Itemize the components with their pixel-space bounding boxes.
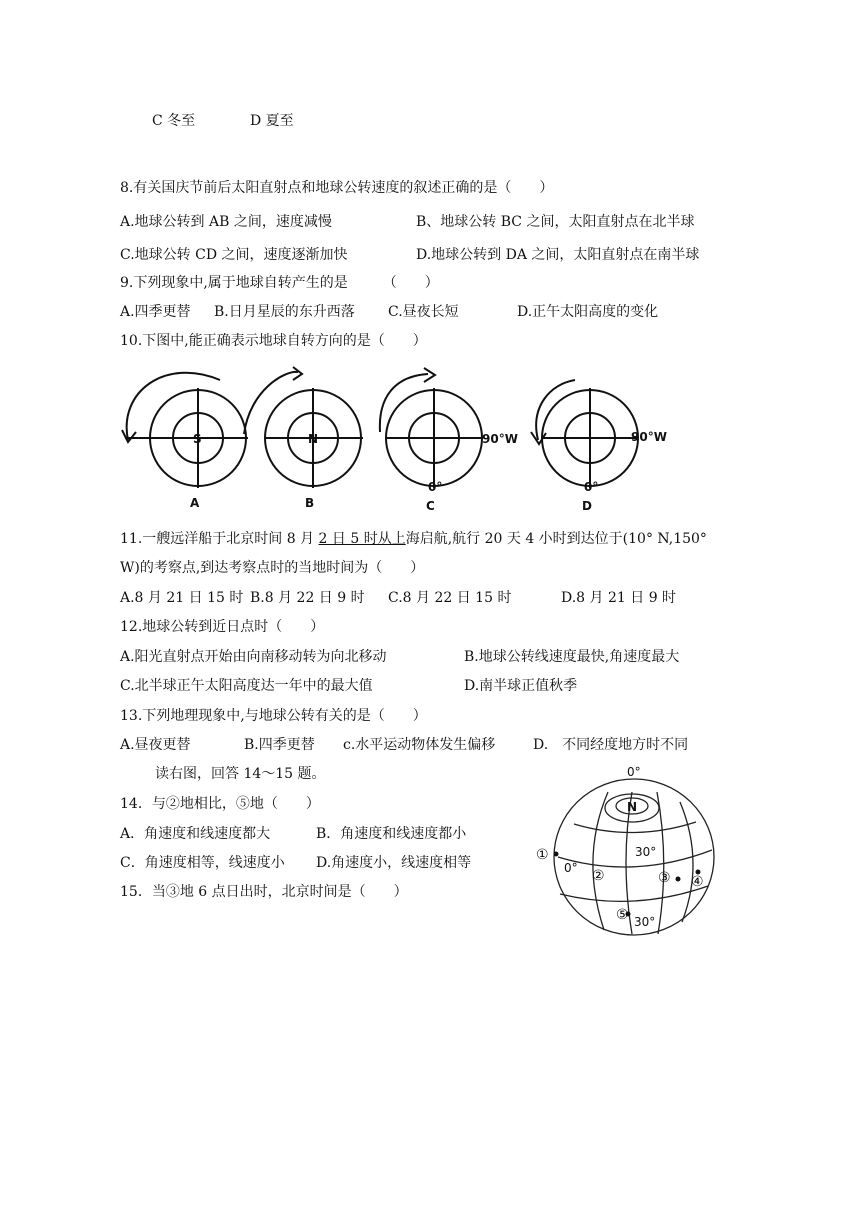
q12-option-b: B.地球公转线速度最快,角速度最大 [464,649,680,665]
diagram-d-zero-label: 0° [584,480,599,494]
q13-stem: 13.下列地理现象中,与地球公转有关的是（ ） [120,708,427,724]
q9-option-d: D.正午太阳高度的变化 [517,304,659,320]
q8-option-d: D.地球公转到 DA 之间，太阳直射点在南半球 [416,247,700,263]
q11-stem-underlined: 2 日 5 时从上 [318,531,406,547]
rotation-direction-diagram [110,362,680,517]
q11-option-a: A.8 月 21 日 15 时 [120,590,244,606]
q9-option-b: B.日月星辰的东升西落 [214,304,355,320]
q8-option-b: B、地球公转 BC 之间，太阳直射点在北半球 [416,214,695,230]
diagram-d [531,380,638,488]
diagram-a-center-label: S [193,432,202,446]
q13-option-b: B.四季更替 [244,737,315,753]
diagram-a [122,373,248,488]
q11-stem-pre: 11.一艘远洋船于北京时间 8 月 [120,531,319,547]
q10-stem: 10.下图中,能正确表示地球自转方向的是（ ） [120,333,427,349]
globe-lat0-label: 0° [564,861,578,875]
read-instruction: 读右图，回答 14～15 题。 [155,766,326,782]
globe-top-meridian-label: 0° [627,765,641,779]
diagram-c [380,368,482,488]
q12-option-a: A.阳光直射点开始由向南移动转为向北移动 [120,649,387,665]
q14-option-b: B．角速度和线速度都小 [316,826,467,842]
q13-option-a: A.昼夜更替 [120,737,191,753]
q11-stem [120,529,707,549]
globe-lat30n-label: 30° [635,845,657,859]
q14-option-d: D.角速度小，线速度相等 [316,855,472,871]
q11-stem-post: 海启航,航行 20 天 4 小时到达位于(10° N,150° [405,531,707,547]
q11-stem-line2: W)的考察点,到达考察点时的当地时间为（ ） [120,560,425,576]
q14-option-c: C．角速度相等，线速度小 [120,855,285,871]
q7-option-c: C 冬至 [152,113,196,129]
q8-option-c: C.地球公转 CD 之间，速度逐渐加快 [120,247,348,263]
diagram-c-caption: C [426,499,435,513]
q8-option-a: A.地球公转到 AB 之间，速度减慢 [120,214,332,230]
q9-option-c: C.昼夜长短 [388,304,459,320]
q12-stem: 12.地球公转到近日点时（ ） [120,619,325,635]
q9-option-a: A.四季更替 [120,304,191,320]
point-5-label: ⑤ [616,907,629,923]
q14-option-a: A．角速度和线速度都大 [120,826,271,842]
q11-option-d: D.8 月 21 日 9 时 [561,590,677,606]
q13-option-d: D. 不同经度地方时不同 [533,737,689,753]
diagram-c-meridian-label: 90°W [482,432,518,446]
diagram-b-center-label: N [308,432,319,446]
globe-diagram [530,762,730,942]
q14-stem: 14．与②地相比，⑤地（ ） [120,796,320,812]
point-1-label: ① [536,847,549,863]
q8-stem: 8.有关国庆节前后太阳直射点和地球公转速度的叙述正确的是（ ） [120,180,554,196]
diagram-d-meridian-label: 90°W [631,430,667,444]
diagram-b-caption: B [305,496,315,510]
q9-stem: 9.下列现象中,属于地球自转产生的是 （ ） [120,275,439,291]
q11-option-b: B.8 月 22 日 9 时 [250,590,365,606]
q7-option-d: D 夏至 [250,113,294,129]
globe-pole-label: N [627,800,638,814]
diagram-d-caption: D [582,499,592,513]
point-4-label: ④ [691,874,704,890]
q12-option-d: D.南半球正值秋季 [464,678,578,694]
point-2-label: ② [592,868,605,884]
q13-option-c: c.水平运动物体发生偏移 [343,737,496,753]
point-3-label: ③ [658,870,671,886]
q11-option-c: C.8 月 22 日 15 时 [388,590,512,606]
diagram-c-zero-label: 0° [428,480,443,494]
q12-option-c: C.北半球正午太阳高度达一年中的最大值 [120,678,373,694]
diagram-b [244,367,363,488]
diagram-a-caption: A [190,496,200,510]
q15-stem: 15．当③地 6 点日出时，北京时间是（ ） [120,884,408,900]
globe-lat30s-label: 30° [634,915,656,929]
